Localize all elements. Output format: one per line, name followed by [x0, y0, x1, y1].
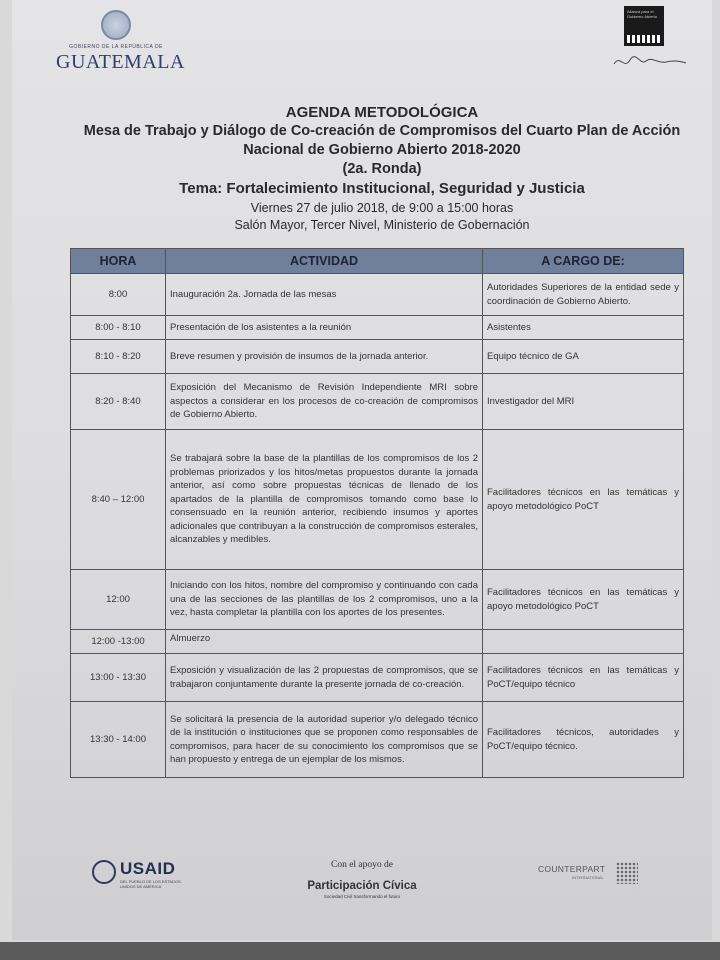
guatemala-tagline: GOBIERNO DE LA REPÚBLICA DE — [69, 44, 163, 50]
cargo-cell: Facilitadores técnicos en las temáticas y apoyo metodológico PoCT — [483, 430, 684, 570]
support-block — [282, 860, 442, 899]
document-page — [12, 0, 712, 940]
hora-cell: 13:30 - 14:00 — [71, 702, 166, 778]
signature-icon — [610, 52, 690, 72]
table-row — [71, 654, 684, 702]
gobierno-abierto-box — [624, 6, 664, 46]
cargo-cell: Facilitadores técnicos en las temáticas y apoyo metodológico PoCT — [483, 570, 684, 630]
header-hora: HORA — [71, 249, 166, 274]
table-row — [71, 630, 684, 654]
agenda-title: AGENDA METODOLÓGICA — [285, 104, 479, 121]
hora-cell: 12:00 -13:00 — [71, 630, 166, 654]
agenda-date: Viernes 27 de julio 2018, de 9:00 a 15:00 horas — [250, 201, 514, 215]
hora-cell: 13:00 - 13:30 — [71, 654, 166, 702]
cargo-cell: Autoridades Superiores de la entidad sede y coordinación de Gobierno Abierto. — [483, 274, 684, 316]
table-row — [71, 340, 684, 374]
guatemala-logo — [56, 10, 185, 73]
agenda-theme: Tema: Fortalecimiento Institucional, Seguridad y Justicia — [179, 180, 585, 197]
table-row — [71, 316, 684, 340]
desk-surface — [0, 942, 720, 960]
guatemala-wordmark: GUATEMALA — [56, 51, 185, 73]
usaid-seal-icon — [92, 860, 116, 884]
cargo-cell: Asistentes — [483, 316, 684, 340]
agenda-subtitle-line2: Nacional de Gobierno Abierto 2018-2020 — [243, 142, 521, 158]
cargo-cell: Equipo técnico de GA — [483, 340, 684, 374]
actividad-cell: Presentación de los asistentes a la reunión — [166, 316, 483, 340]
usaid-subtitle: DEL PUEBLO DE LOS ESTADOS UNIDOS DE AMÉRICA — [120, 879, 181, 889]
participacion-civica-tagline: Sociedad Civil transformando el futuro — [323, 894, 401, 899]
actividad-cell: Se solicitará la presencia de la autoridad superior y/o delegado técnico de la institución o instituciones que se proponen como responsables de compromisos, para hacer de su conocimiento los compromisos que se han propuesto y entrega de un ejemplar de los mismos. — [166, 702, 483, 778]
counterpart-wordmark: COUNTERPART — [538, 864, 606, 874]
hora-cell: 12:00 — [71, 570, 166, 630]
actividad-cell: Breve resumen y provisión de insumos de la jornada anterior. — [166, 340, 483, 374]
counterpart-logo — [538, 862, 648, 886]
hora-cell: 8:00 — [71, 274, 166, 316]
hora-cell: 8:10 - 8:20 — [71, 340, 166, 374]
participacion-civica-logo: Participación Cívica — [307, 880, 417, 892]
table-row — [71, 430, 684, 570]
agenda-round: (2a. Ronda) — [342, 161, 422, 177]
hora-cell: 8:20 - 8:40 — [71, 374, 166, 430]
table-row — [71, 274, 684, 316]
actividad-cell: Exposición del Mecanismo de Revisión Independiente MRI sobre aspectos a considerar en los procesos de co-creación de compromisos de Gobierno Abierto. — [166, 374, 483, 430]
header-a-cargo: A CARGO DE: — [483, 249, 684, 274]
dots-grid-icon — [616, 862, 638, 884]
header-actividad: ACTIVIDAD — [166, 249, 483, 274]
actividad-cell: Se trabajará sobre la base de la plantillas de los compromisos de los 2 problemas priorizados y los hitos/metas propuestos durante la jornada anterior, así como sobre propuestas técnicas de llenado de los apartados de la plantilla de compromisos tomando como base lo consensuado en la reunión anterior, recibiendo insumos y aportes adicionales que contribuyan a la construcción de compromisos esterales, alcanzables y medibles. — [166, 430, 483, 570]
hora-cell: 8:00 - 8:10 — [71, 316, 166, 340]
table-row — [71, 570, 684, 630]
hora-cell: 8:40 – 12:00 — [71, 430, 166, 570]
table-row — [71, 702, 684, 778]
actividad-cell: Almuerzo — [166, 630, 483, 654]
actividad-cell: Exposición y visualización de las 2 propuestas de compromisos, que se trabajaron conjuntamente durante la presente jornada de co-creación. — [166, 654, 483, 702]
agenda-header-row — [71, 249, 684, 274]
guatemala-seal-icon — [101, 10, 131, 40]
agenda-subtitle-line1: Mesa de Trabajo y Diálogo de Co-creación de Compromisos del Cuarto Plan de Acción — [83, 123, 681, 139]
cargo-cell — [483, 630, 684, 654]
support-label: Con el apoyo de — [330, 860, 393, 870]
cargo-cell: Facilitadores técnicos, autoridades y PoCT/equipo técnico. — [483, 702, 684, 778]
counterpart-subtitle: INTERNATIONAL — [572, 875, 604, 880]
agenda-titles — [52, 103, 712, 234]
gobierno-abierto-box-text: Alianza para el Gobierno Abierto — [627, 9, 658, 19]
actividad-cell: Inauguración 2a. Jornada de las mesas — [166, 274, 483, 316]
gobierno-abierto-logo — [610, 4, 690, 74]
agenda-table — [70, 248, 684, 778]
cargo-cell: Facilitadores técnicos en las temáticas y PoCT/equipo técnico — [483, 654, 684, 702]
table-row — [71, 374, 684, 430]
agenda-place: Salón Mayor, Tercer Nivel, Ministerio de Gobernación — [234, 218, 530, 232]
cargo-cell: Investigador del MRI — [483, 374, 684, 430]
piano-keys-icon — [627, 35, 661, 43]
actividad-cell: Iniciando con los hitos, nombre del compromiso y continuando con cada una de las secciones de las plantillas de los 2 compromisos, uno a la vez, hasta completar la plantilla con los aportes de los presentes. — [166, 570, 483, 630]
usaid-wordmark: USAID — [120, 859, 176, 878]
usaid-logo — [92, 858, 192, 888]
